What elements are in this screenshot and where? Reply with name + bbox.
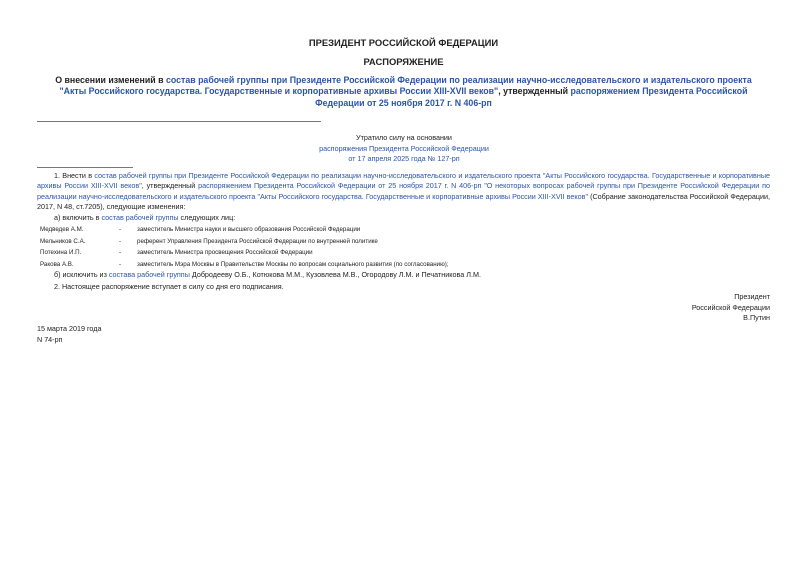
- signature-position: Президент: [734, 292, 770, 301]
- document-number: N 74-рп: [37, 335, 63, 344]
- member-dash: -: [119, 249, 122, 256]
- lost-force-note: [300, 133, 508, 165]
- member-role: референт Управления Президента Российской Федерации по внутренней политике: [137, 237, 378, 245]
- subject-link-order-406[interactable]: распоряжением Президента Российской Федерации от 25 ноября 2017 г. N 406-рп: [315, 86, 748, 108]
- document-subject: О внесении изменений в состав рабочей группы при Президенте Российской Федерации по реализации научно-исследовательского и издательского проекта "Акты Российского государства. Государственные и корпоративные архивы России XIII-XVII веков", утвержденный распоряжением Президента Российской Федерации от 25 ноября 2017 г. N 406-рп: [55, 75, 752, 108]
- document-type: РАСПОРЯЖЕНИЕ: [363, 56, 444, 67]
- member-dash: -: [119, 226, 122, 233]
- member-role: заместитель Министра просвещения Российской Федерации: [137, 249, 313, 256]
- member-name: Медведев А.М.: [40, 226, 84, 233]
- lost-force-link-2[interactable]: от 17 апреля 2025 года № 127-рп: [348, 154, 460, 163]
- subject-link-working-group[interactable]: состав рабочей группы при Президенте Российской Федерации по реализации научно-исследовательского и издательского проекта "Акты Российского государства. Государственные и корпоративные архивы России XIII-XVII веков": [59, 75, 752, 97]
- signature-name: В.Путин: [743, 313, 770, 322]
- p1-link-order-406[interactable]: распоряжением Президента Российской Федерации от 25 ноября 2017 г. N 406-рп "О некоторых вопросах рабочей группы при Президенте Российской Федерации по реализации научно-исследовательского и издательского проекта "Акты Российского государства. Государственные и корпоративные архивы России XIII-XVII веков": [37, 181, 770, 201]
- paragraph-1: 1. Внести в состав рабочей группы при Президенте Российской Федерации по реализации научно-исследовательского и издательского проекта "Акты Российского государства. Государственные и корпоративные архивы России XIII-XVII веков", утвержденный распоряжением Президента Российской Федерации от 25 ноября 2017 г. N 406-рп "О некоторых вопросах рабочей группы при Президенте Российской Федерации по реализации научно-исследовательского и издательского проекта "Акты Российского государства. Государственные и корпоративные архивы России XIII-XVII веков" (Собрание законодательства Российской Федерации, 2017, N 48, ст.7205), следующие изменения:: [37, 171, 771, 211]
- paragraph-b: б) исключить из состава рабочей группы Добродееву О.Б., Котюкова М.М., Кузовлева М.В., Огородову Л.М. и Печатникова Л.М.: [54, 270, 481, 279]
- p1-link-working-group[interactable]: состав рабочей группы при Президенте Российской Федерации по реализации научно-исследовательского и издательского проекта "Акты Российского государства. Государственные и корпоративные архивы России XIII-XVII веков": [37, 171, 771, 191]
- document-date: 15 марта 2019 года: [37, 324, 102, 333]
- divider-top: [37, 121, 321, 122]
- signature-country: Российской Федерации: [691, 302, 770, 312]
- member-role: заместитель Мэра Москвы в Правительстве Москвы по вопросам социального развития (по согласованию);: [137, 260, 449, 268]
- member-dash: -: [119, 237, 122, 245]
- signature-block: [692, 292, 770, 324]
- pa-link-working-group[interactable]: состав рабочей группы: [101, 213, 179, 222]
- lost-force-text: Утратило силу на основании: [356, 133, 452, 142]
- member-name: Мельников С.А.: [40, 237, 86, 245]
- member-name: Потехина И.П.: [40, 249, 82, 256]
- pb-link-working-group[interactable]: состава рабочей группы: [108, 270, 190, 279]
- issuer-title: ПРЕЗИДЕНТ РОССИЙСКОЙ ФЕДЕРАЦИИ: [308, 37, 499, 48]
- member-role: заместитель Министра науки и высшего образования Российской Федерации: [137, 226, 361, 233]
- paragraph-2: 2. Настоящее распоряжение вступает в силу со дня его подписания.: [54, 282, 284, 291]
- lost-force-link-1[interactable]: распоряжения Президента Российской Федерации: [319, 143, 489, 153]
- divider-body: [37, 167, 133, 168]
- member-name: Ракова А.В.: [40, 260, 74, 268]
- member-dash: -: [119, 260, 122, 268]
- paragraph-a: а) включить в состав рабочей группы следующих лиц:: [54, 213, 236, 222]
- date-block: [37, 323, 101, 345]
